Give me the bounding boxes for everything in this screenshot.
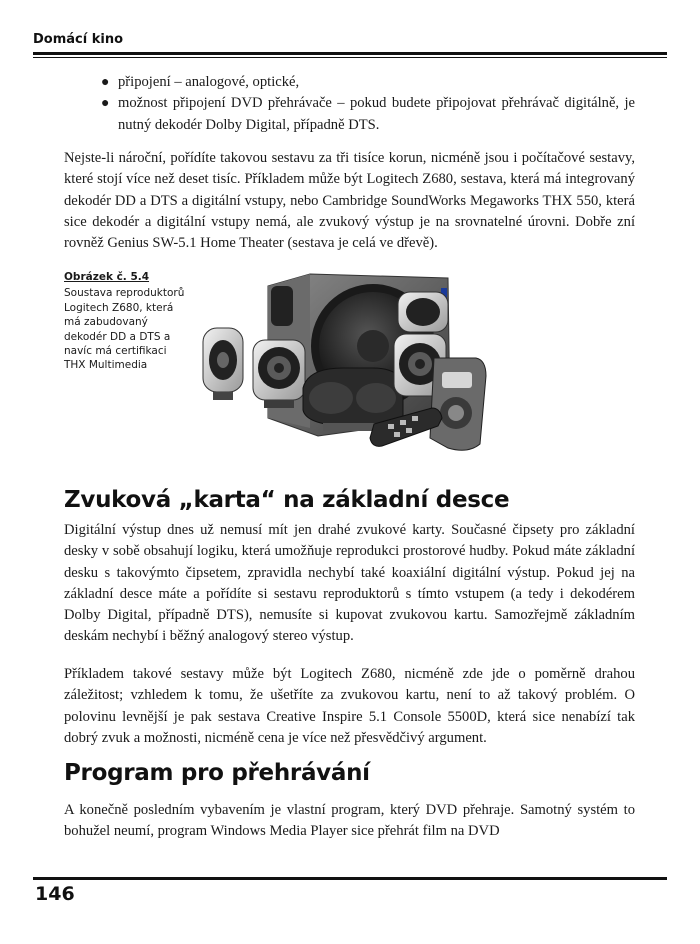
figure-caption-text: Soustava reproduktorů Logitech Z680, která má zabudovaný dekodér DD a DTS a navíc má certifikaci THX Multimedia bbox=[64, 287, 185, 372]
header-rule-thin bbox=[33, 57, 667, 58]
figure-caption bbox=[64, 270, 190, 373]
list-item bbox=[101, 72, 635, 93]
right-rear-speaker-image bbox=[398, 292, 448, 332]
sound-card-paragraph-1: Digitální výstup dnes už nemusí mít jen drahé zvukové karty. Současné čipsety pro základní desky v sobě obsahují logiku, která umožňuje reprodukci prostorové hudby. Pokud máte základní desku s takovýmto čipsetem, zpravidla nechybí také koaxiální digitální výstup. Pokud jej na základní desce máte a pořídíte si sestavu reproduktorů s tímto vstupem (a tedy i dekodérem Dolby Digital, případně DTS), nemusíte si kupovat zvukovou kartu. Samozřejmě základním deskám nechybí i běžný analogový stereo výstup. bbox=[64, 522, 635, 645]
left-front-speaker-image bbox=[253, 340, 305, 408]
section-heading-sound-card: Zvuková „karta“ na základní desce bbox=[64, 487, 510, 513]
list-item-text: možnost připojení DVD přehrávače – pokud budete připojovat přehrávač digitálně, je nutný dekodér Dolby Digital, případně DTS. bbox=[118, 95, 635, 133]
running-head-title: Domácí kino bbox=[33, 32, 124, 47]
footer-rule bbox=[33, 877, 667, 880]
header-rule bbox=[33, 52, 667, 55]
list-item-text: připojení – analogové, optické, bbox=[118, 74, 300, 90]
figure-label: Obrázek č. 5.4 bbox=[64, 271, 150, 283]
page-number: 146 bbox=[35, 883, 75, 905]
control-pod-image bbox=[430, 358, 486, 450]
bullet-list bbox=[101, 72, 635, 136]
bullet-icon: ● bbox=[101, 75, 110, 90]
speaker-system-photo bbox=[198, 268, 488, 466]
section-heading-program: Program pro přehrávání bbox=[64, 760, 370, 786]
list-item bbox=[101, 93, 635, 136]
program-paragraph: A konečně posledním vybavením je vlastní program, který DVD přehraje. Samotný systém to bohužel neumí, program Windows Media Player sice přehrát film na DVD bbox=[64, 802, 635, 840]
left-rear-speaker-image bbox=[203, 328, 243, 400]
bullet-icon: ● bbox=[101, 96, 110, 112]
sound-card-paragraph-2: Příkladem takové sestavy může být Logitech Z680, nicméně zde jde o poměrně drahou záležitost; vzhledem k tomu, že ušetříte za zvukovou kartu, není to až takový problém. O polovinu levnější je pak sestava Creative Inspire 5.1 Console 5500D, která sice nenabízí tak dobrý zvuk a možnosti, nicméně cena je více než přesvědčivý argument. bbox=[64, 666, 635, 746]
intro-paragraph: Nejste-li nároční, pořídíte takovou sestavu za tři tisíce korun, nicméně jsou i počítačové sestavy, které stojí více než deset tisíc. Příkladem může být Logitech Z680, sestava, která má integrovaný dekodér DD a DTS a digitální vstupy, nebo Cambridge SoundWorks Megaworks THX 550, která sice dekodér a digitální vstupy nemá, ale zvukový výstup je na srovnatelné úrovni. Dobře zní rovněž Genius SW-5.1 Home Theater (sestava je celá ve dřevě). bbox=[64, 150, 635, 252]
